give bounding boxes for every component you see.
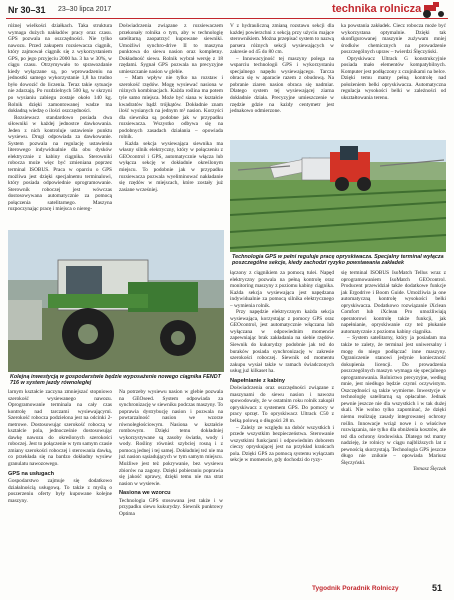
- photo-caption-left: Kolejną inwestycją w gospodarstwie będzie wyposażenie nowego ciągnika FENDT 716 w system jazdy równoległej: [10, 374, 221, 387]
- paragraph: Doświadczenia związane z rozsiewaczem przekonały rolnika o tym, aby w technologię satelitarną zaopatrzyć kupowane siewniki. Umożliwi synchro-drive II to maszyna punktowa do siewu nasion oraz kompletny. Dokładność siewu. Rolnik wybrał wersję z 18 rzędami. Sygnał GPS pozwala na precyzyjne umieszczanie nasion w glebie.: [119, 23, 223, 75]
- paragraph: Rozsiewacz standardowo posiada dwa siłowniki w każdej jednostce dawkowania. Jeden z nich kontroluje ustawienie punktu wysiewu. Drugi odpowiada za dawkowanie. System pozwala na regulację ustawienia literowego indywidualnie dla obu dysków elektrycznie z kabiny ciągnika. Sterowniki robocza może więc być zmieniana poprzez terminal ISOBUS. Praca w oparciu o GPS możliwa jest dzięki specjalnemu terminalowi, który posiada odpowiednie oprogramowanie. Sterownik roboczej jest wówczas dostosowywana automatycznie za pomocą połączenia satelitarnego. Maszyna rozpoczynając pracę i miejsca o niereg-: [8, 114, 112, 213]
- header-divider: [6, 18, 448, 19]
- paragraph: – Mam wpływ nie tylko na rozstaw i szerokość rzędów. Mogę wysiewać nasiona w różnych kombinacjach. Każda roślina ma potem tyle samo miejsca. Może być siana w kształcie kwadratów bądź trójkątów. Dokładnie znam ilość wysianych na jednym m² nasion. Korzyści dla siewnika są podobne jak w przypadku rozsiewacza. Wszystko odbywa się na podobnych zasadach działania – opowiada rolnik.: [119, 75, 223, 141]
- subheading: Napełnianie z kabiny: [230, 377, 286, 384]
- paragraph: Technologia GPS stosowana jest także i w przypadku siewu kukurydzy. Siewnik punktowy Optima: [119, 497, 223, 517]
- text-column-bottom-3: [230, 270, 334, 464]
- issue-date: 23–30 lipca 2017: [58, 6, 112, 13]
- publication-logo: Tygodnik Poradnik Rolniczy: [312, 585, 399, 592]
- paragraph: różnej wielkości działkach. Taka struktura wymaga dużych nakładów pracy oraz czasu. GPS pozwala na oszczędności. Nie tylko nawozu. Przed zakupem rozsiewacza ciągnik, który zajmował ciągnik się z wykorzystaniem GPS, po jego przyjęciu 2000 ha. 3 ha w 30%, w ciągu czasu. Otrzymywało to sprawozdanie kiedy wyłączane są, po wprowadzeniu na jednostki samego wykorzystanie 1,8 ha trudno było dowozić do liczenia. Teraz takie sytuacje nie zdarzają. Po rozdzielnych 500 kg, w skrzyni po wysianiu zabiegu zostaje około 140 kg. Rolnik dzięki zamontowanej wadze ma dokładną wiedzę o ilości oszczędności.: [8, 23, 112, 115]
- author: Tomasz Ślęczak: [413, 466, 446, 473]
- paragraph: się terminal ISOBUS IsoMatch Tellus wraz z oprogramowaniem IsoMatch GEOcontrol. Producent przewidział także dodatkowe funkcje jak Ergodrive i Boom Guide. Umożliwia ja one automatyczną kontrolę wysokości belki opryskiwacza. Dodatkowo rozwiązanie iXclean Comfort lub iXclean Pro umożliwiają operatorowi kontrolę także funkcji, jak napełnianie, opryskiwanie czy też płukanie automatycznie z poziomu kabiny ciągnika.: [341, 270, 446, 335]
- text-column-bottom-1: [8, 389, 112, 504]
- section-title: technika rolnicza: [332, 3, 422, 15]
- subheading: GPS na usługach: [8, 470, 55, 477]
- text-column-1: [8, 23, 112, 213]
- sprayer-photo: [230, 140, 446, 252]
- paragraph: ka powstania zakładek. Ciecz robocza może być wykorzystana optymalnie. Dzięki tak skonfigurowanej maszynie zużywam mniej środków chemicznych na prowadzenie poszczególnych upraw – twierdzi Ślęczyński.: [341, 23, 446, 56]
- paragraph: Na potrzeby wysiewu nasion w glebie pozwala na GEOseed. System odpowiada za synchronizację w siewniku podczas maszyny. To poprawia dystrybucję nasion i pozwala na powtarzalność nasion we wzorze równoległościowym. Nasiona w kształcie rombowym. Dzięki temu dokładniej wykorzystywane są zasoby światła, wody i wody. Rośliny również szybciej rosną i z pomocą jednej i tej samej. Dokładniej też nie ma już nasion sąsiadujących w tym samym miejscu. Możliwe jest też pokrywanie, bez wysiewu zbiorów na zagony. Dzięki pobieraniu poprawia się jakość uprawy, dzięki temu nie ma strat nasion w wysiewie.: [119, 389, 223, 487]
- text-column-bottom-4: [341, 270, 446, 473]
- paragraph: Opryskiwacz Ultrack G konstrukcyjnie posiada mało elementów kompatybilnych. Komputer jest podłączony z czujnikami na belce. Dzięki temu mamy pełną kontrolę nad położeniem belki opryskiwacza. Automatyczna regulacja wysokości belki w zależności od ukształtowania terenu.: [341, 55, 446, 102]
- paragraph: Przy napędzie elektrycznym każda sekcja wysiewająca, korzystając z pomocy GPS oraz GEOcontrol, jest automatycznie włączana lub wyłączana w odpowiednim momencie zapewniając brak zakładania na siebie rzędów. Siewnik do kukurydzy podobnie jak też do buraków posiada synchronizację w zakresie szerokości roboczej. Siewnik od momentu zakupu wysiał także w ramach świadczonych usług już kilkaset ha.: [230, 309, 334, 375]
- paragraph: – Zależy ze względu na dobór wszystkich i przede wszystkim bezpieczeństwa. Sterowanie wszystkimi funkcjami i odpowiednim doborem cieczy opryskującej jest na przykład krańcach pola. Dzięki GPS za pomocą systemu wyłączam sekcje w momencie, gdy dochodzi do ryzy-: [230, 424, 334, 464]
- paragraph: larnym kształcie zaczyna zmniejszać stopniowo szerokość wysiewanego nawozu. Oprogramowanie terminala na cały czas kontrolę nad tarczami wysiewającymi. Szerokość robocza podzielona jest na odcinki 2-metrowe. Dostosowując szerokość roboczą w kształcie pola, jednocześnie dostosowując dawkę nawozu do określonych szerokości roboczej. Jest to połączenie w tym samym czasie zmiany szerokości roboczej i sterowania dawką, co przekłada się na bardzo dokładny wysiew granulatu nawozowego.: [8, 389, 112, 468]
- text-column-2: [119, 23, 223, 193]
- text-column-3: [230, 23, 334, 115]
- tractor-photo: [8, 230, 224, 372]
- paragraph: V z hydrauliczną zmianą rozstawu sekcji dla każdej powierzchni z sekcją przy użyciu mające sterownikiem. Można przepisać system to nazwą parsera różnych sekcji wysiewających w zakresie od 45 do 80 cm.: [230, 23, 334, 56]
- tractor-icon: [420, 2, 448, 18]
- paragraph: łączony z ciągnikiem za pomocą tulei. Napęd elektryczny pozwala na pełną kontrolę oraz monitoring maszyny z poziomu kabiny ciągnika. Każda sekcja wysiewająca jest napędzana indywidualnie za pomocą silnika elektrycznego – wymienia rolnik.: [230, 270, 334, 309]
- text-column-4: [341, 23, 446, 102]
- text-column-bottom-2: [119, 389, 223, 517]
- paragraph: Doświadczenia oraz oszczędności związane z maszynami do siewu nasion i nawozu spowodowały, że w ostatnim roku rolnik zakupił opryskiwacz z systemem GPS. Do pomocy w pracy sprzęt. To opryskiwacz Ultrack C50 z belką polową o długości 28 m.: [230, 385, 334, 425]
- subheading: Nasiona we wzorcu: [119, 490, 171, 497]
- paragraph: – Innowacyjność tej maszyny polega na wsparciu technologii GPS i wykorzystaniu specjalnego napędu wysiewającego. Tarcza obraca się w aparacie razem z obudową. Na pobranie ziaren nasion obraca się nadmiar. Dlatego system tej wysiewającej ziarna dokładnie działa. Precyzyjne umieszczenie w rzędzie gdzie na każdy centymetr jest jednakowo odmierzone.: [230, 55, 334, 115]
- paragraph: Każda sekcja wysiewająca siewnika ma własny silnik elektryczny, który w połączeniu z GEOcontrol i GPS, automatycznie włącza lub wyłącza sekcję w dokładnie określonym miejscu. To podobnie jak w przypadku rozsiewacza pozwala wyeliminować nakładanie się rzędów w miejscach, które zostały już zasiane wcześniej.: [119, 140, 223, 193]
- page-header: [0, 0, 454, 22]
- paragraph: – System satelitarny, który ja posiadam ma także te zalety, że terminal jest uniwersalny i mogę do niego podłączać inne maszyny. Ograniczenie stanowi jedynie konieczność dokupienia licencji. Do prowadzenia poszczególnych maszyn wymaga się specjalnego oprogramowania. Rolnictwo precyzyjne, według mnie, jest niedługo będzie czymś oczywistym. Oszczędności są także wymierne. Inwestycje w technologię satelitarną są opłacalne. Jednak pewnie jeszcze nie dla wszystkich i w tak dużej skali. Nie wolno tylko zapominać, że dzięki niemu realizuję zasady integrowanej ochrony roślin. Innowacje wciąż nowe i o właściwe rozwiązania, nie tylko dla obniżenia kosztów, ale też dla ochrony środowiska. Dlatego też mamy nadzieję, że rolnicy w ciągu najbliższych lat z pewnością skorzystają. Technologia GPS jeszcze długo nie zniknie – opowiada Mariusz Ślęczyński.: [341, 335, 446, 466]
- photo-caption-top: Technologia GPS w pełni reguluje pracę opryskiwacza. Specjalny terminal wyłącza poszczególne sekcje, kiedy zachodzi ryzyko powstawania zakładek: [232, 254, 444, 267]
- paragraph: Gospodarstwo zajmuje się dodatkowo działalnością usługową. To także z myślą o poszerzeniu oferty były kupowane kolejne maszyny.: [8, 478, 112, 504]
- page-number: 51: [432, 583, 443, 593]
- issue-number: Nr 30–31: [8, 5, 46, 15]
